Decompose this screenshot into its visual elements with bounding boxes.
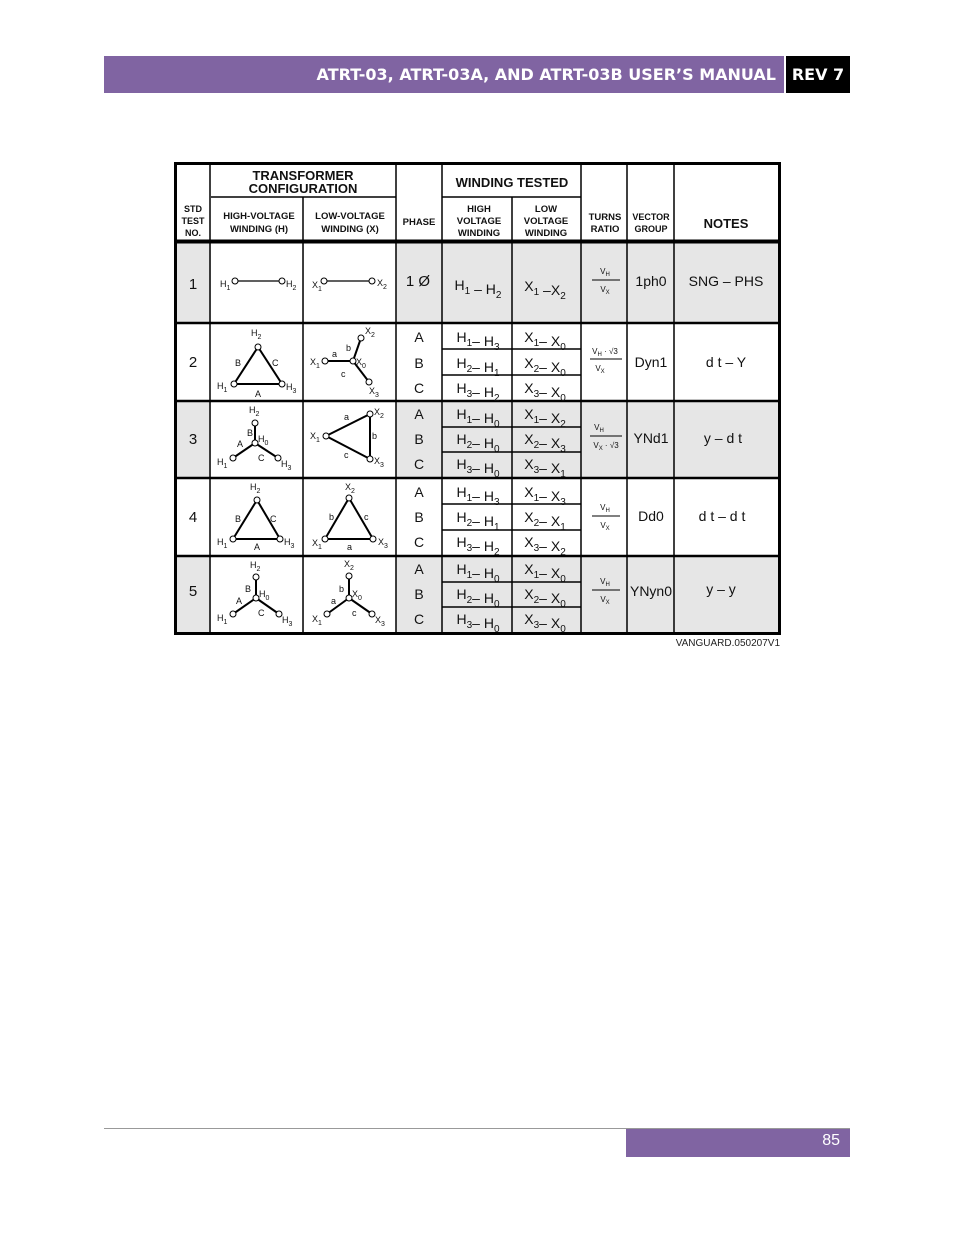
svg-text:VH: $V_H$ (600, 267, 610, 278)
svg-text:a: a (332, 349, 338, 359)
svg-text:VX · √3: $V_X \cdot √3$ (593, 441, 619, 452)
hv-winding: $H_2-$ $H_1$ (456, 355, 500, 379)
svg-text:H0: $H_0$ (259, 589, 270, 602)
svg-text:B: B (235, 514, 242, 524)
header-lvw-2: VOLTAGE (523, 216, 569, 227)
lv-winding: $X_2-$ $X_0$ (524, 355, 566, 379)
svg-text:H3: $H_3$ (286, 382, 297, 395)
svg-text:VX: $V_X$ (600, 595, 610, 606)
svg-text:X2: $X_2$ (345, 482, 355, 495)
hv-winding: $H_2-$ $H_0$ (456, 431, 500, 455)
transformer-configuration-table (174, 162, 781, 635)
phase-label: C (413, 611, 425, 627)
header-vector: VECTOR (632, 212, 670, 222)
svg-text:H2: $H_2$ (286, 279, 297, 292)
lv-winding: $X_3-$ $X_2$ (524, 534, 566, 558)
notes: d t – d t (698, 508, 746, 524)
phase-label: A (414, 484, 424, 500)
phase-label: A (414, 329, 424, 345)
svg-text:VH: $V_H$ (594, 423, 604, 434)
svg-text:a: a (344, 412, 350, 422)
svg-text:X1: $X_1$ (310, 357, 320, 370)
svg-text:b: b (346, 343, 352, 353)
svg-text:H2: $H_2$ (251, 328, 262, 341)
lv-winding: $X_1-$ $X_2$ (524, 406, 566, 430)
svg-text:b: b (339, 584, 345, 594)
phase-label: B (414, 509, 424, 525)
svg-text:X3: $X_3$ (369, 386, 379, 399)
turns-ratio-formula (592, 503, 620, 532)
phase-label: B (414, 355, 424, 371)
header-hvw-1: HIGH (467, 204, 491, 215)
notes: d t – Y (705, 354, 747, 370)
lv-winding: $X_1-$ $X_0$ (524, 561, 566, 585)
vector-group: YNd1 (633, 430, 669, 446)
svg-text:X2: $X_2$ (374, 407, 384, 420)
vector-group: Dd0 (638, 508, 664, 524)
svg-text:X1: $X_1$ (312, 538, 322, 551)
svg-text:C: C (270, 514, 277, 524)
lv-winding: $X_1-$ $X_3$ (524, 484, 566, 508)
phase-label: A (414, 406, 424, 422)
svg-text:X3: $X_3$ (375, 615, 385, 628)
svg-text:VH · √3: $V_H \cdot √3$ (592, 347, 618, 358)
svg-text:VX: $V_X$ (600, 285, 610, 296)
manual-title: ATRT-03, ATRT-03A, AND ATRT-03B USER’S MANUAL (104, 56, 784, 93)
header-transformer: TRANSFORMER (252, 168, 354, 183)
svg-text:H1: $H_1$ (217, 537, 228, 550)
svg-text:X3: $X_3$ (378, 537, 388, 550)
revision-badge: REV 7 (786, 56, 850, 93)
hv-winding: $H_1-$ $H_0$ (456, 561, 500, 585)
svg-text:A: A (236, 596, 243, 606)
svg-text:X3: $X_3$ (374, 456, 384, 469)
svg-text:c: c (341, 369, 346, 379)
hv-winding: $H_1-$ $H_0$ (456, 406, 500, 430)
lv-winding: $X_1-$ $X_0$ (524, 329, 566, 353)
svg-text:H3: $H_3$ (284, 537, 295, 550)
svg-text:H1: $H_1$ (220, 279, 231, 292)
svg-text:H1: $H_1$ (217, 613, 228, 626)
header-notes: NOTES (703, 216, 749, 231)
row-number: 4 (188, 509, 198, 526)
svg-text:X1: $X_1$ (312, 614, 322, 627)
header-lvw-3: WINDING (524, 228, 568, 239)
svg-text:X0: $X_0$ (352, 589, 362, 602)
header-lv-1: LOW-VOLTAGE (315, 211, 385, 222)
hv-winding: $H_3-$ $H_0$ (456, 611, 500, 635)
phase-label: A (414, 561, 424, 577)
page-header (104, 56, 850, 93)
svg-text:VH: $V_H$ (600, 577, 610, 588)
vector-group: YNyn0 (629, 583, 673, 599)
svg-text:X2: $X_2$ (344, 559, 354, 572)
hv-winding: $H_1 - H_2$ (454, 277, 502, 301)
svg-text:X1: $X_1$ (312, 280, 322, 293)
lv-winding: $X_2-$ $X_1$ (524, 509, 566, 533)
svg-text:H2: $H_2$ (250, 482, 261, 495)
phase-label: 1 Ø (405, 273, 431, 290)
hv-winding: $H_3-$ $H_2$ (456, 534, 500, 558)
vector-group: Dyn1 (634, 354, 668, 370)
figure-reference: VANGUARD.050207V1 (675, 638, 780, 649)
svg-text:c: c (352, 608, 357, 618)
turns-ratio-formula (590, 347, 622, 375)
svg-text:VX: $V_X$ (595, 364, 605, 375)
lv-winding: $X_1$ $-X_2$ (524, 278, 566, 302)
hv-winding: $H_3-$ $H_2$ (456, 380, 500, 404)
header-test: TEST (181, 216, 205, 226)
page-number: 85 (822, 1132, 840, 1149)
svg-text:A: A (255, 389, 262, 399)
phase-label: C (413, 456, 425, 472)
header-hv-1: HIGH-VOLTAGE (223, 211, 295, 222)
svg-text:B: B (235, 358, 242, 368)
svg-text:c: c (364, 512, 369, 522)
svg-text:H2: $H_2$ (250, 560, 261, 573)
svg-text:a: a (331, 596, 337, 606)
page-footer (626, 1129, 850, 1157)
svg-text:H0: $H_0$ (258, 434, 269, 447)
row-number: 3 (188, 431, 198, 448)
row-number: 1 (188, 276, 198, 293)
svg-text:C: C (258, 453, 265, 463)
lv-winding: $X_3-$ $X_1$ (524, 456, 566, 480)
row-number: 2 (188, 354, 198, 371)
svg-text:b: b (372, 431, 378, 441)
svg-text:B: B (247, 428, 254, 438)
hv-winding: $H_2-$ $H_1$ (456, 509, 500, 533)
row-number: 5 (188, 583, 198, 600)
header-lvw-1: LOW (534, 204, 558, 215)
header-winding-tested: WINDING TESTED (455, 175, 569, 190)
phase-label: C (413, 380, 425, 396)
svg-text:H3: $H_3$ (282, 615, 293, 628)
svg-text:X0: $X_0$ (356, 357, 366, 370)
header-phase: PHASE (402, 217, 436, 228)
header-hvw-2: VOLTAGE (456, 216, 502, 227)
header-std: STD (184, 204, 202, 214)
svg-text:X2: $X_2$ (365, 326, 375, 339)
svg-text:H2: $H_2$ (249, 405, 260, 418)
header-no: NO. (184, 228, 202, 238)
svg-text:VH: $V_H$ (600, 503, 610, 514)
header-hvw-3: WINDING (457, 228, 501, 239)
header-turns: TURNS (588, 212, 622, 223)
lv-winding: $X_3-$ $X_0$ (524, 380, 566, 404)
svg-text:X1: $X_1$ (310, 431, 320, 444)
svg-text:VX: $V_X$ (600, 521, 610, 532)
notes: y – d t (703, 430, 743, 446)
hv-winding: $H_1-$ $H_3$ (456, 484, 500, 508)
header-lv-2: WINDING (X) (321, 224, 379, 235)
notes: SNG – PHS (688, 273, 764, 289)
phase-label: C (413, 534, 425, 550)
svg-text:C: C (258, 608, 265, 618)
svg-text:b: b (329, 512, 335, 522)
header-hv-2: WINDING (H) (229, 224, 289, 235)
header-ratio: RATIO (590, 224, 620, 235)
svg-text:H3: $H_3$ (281, 459, 292, 472)
hv-winding: $H_2-$ $H_0$ (456, 586, 500, 610)
svg-text:H1: $H_1$ (217, 381, 228, 394)
svg-text:X2: $X_2$ (377, 278, 387, 291)
svg-text:A: A (254, 542, 261, 552)
svg-text:H1: $H_1$ (217, 457, 228, 470)
phase-label: B (414, 431, 424, 447)
header-group: GROUP (634, 224, 668, 234)
notes: y – y (706, 581, 736, 597)
svg-text:B: B (245, 584, 252, 594)
vector-group: 1ph0 (635, 273, 667, 289)
header-configuration: CONFIGURATION (248, 181, 358, 196)
svg-text:A: A (237, 439, 244, 449)
svg-text:a: a (347, 542, 353, 552)
svg-text:c: c (344, 450, 349, 460)
lv-winding: $X_2-$ $X_3$ (524, 431, 566, 455)
hv-winding: $H_1-$ $H_3$ (456, 329, 500, 353)
lv-winding: $X_3-$ $X_0$ (524, 611, 566, 635)
phase-label: B (414, 586, 424, 602)
lv-winding: $X_2-$ $X_0$ (524, 586, 566, 610)
svg-text:C: C (272, 358, 279, 368)
hv-winding: $H_3-$ $H_0$ (456, 456, 500, 480)
